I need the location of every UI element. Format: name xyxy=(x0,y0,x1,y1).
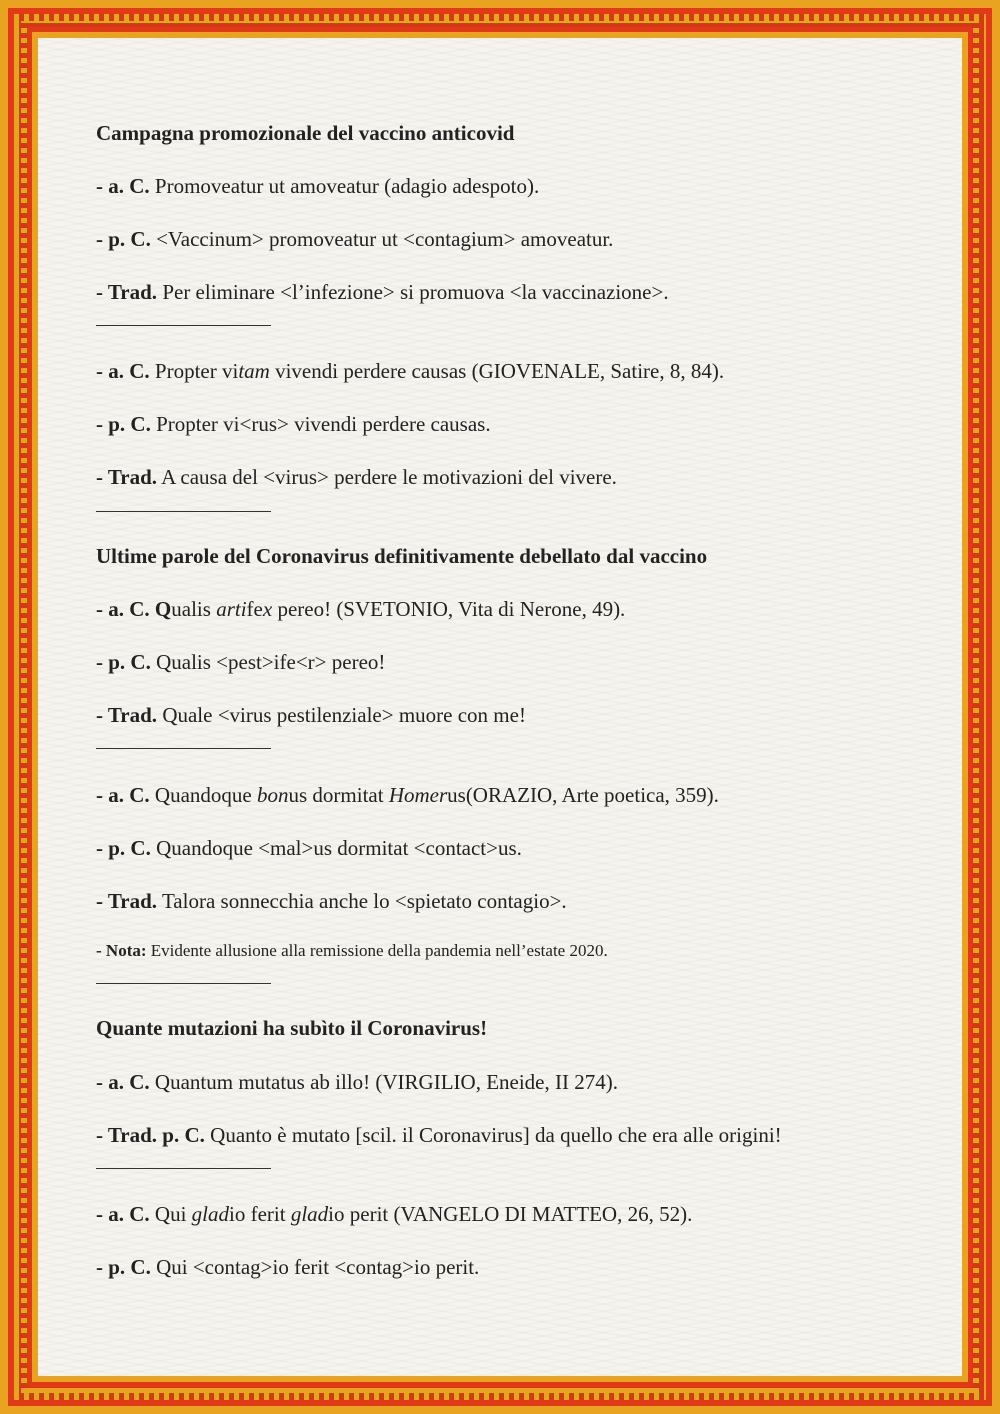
ac-text: Quantum mutatus ab illo! (VIRGILIO, Eneide, II 274). xyxy=(154,1070,618,1094)
trad-tag: - Trad. xyxy=(96,465,158,489)
ac-line xyxy=(96,358,724,384)
nota-tag: - Nota: xyxy=(96,941,147,960)
separator-rule xyxy=(96,325,271,326)
ac-text: Quandoque bonus dormitat Homerus(ORAZIO, Arte poetica, 359). xyxy=(154,783,719,807)
trad-line xyxy=(96,702,526,728)
trad-tag: - Trad. xyxy=(96,280,158,304)
trad-line xyxy=(96,464,617,490)
pc-text: <Vaccinum> promoveatur ut <contagium> amoveatur. xyxy=(156,227,614,251)
pc-line xyxy=(96,1254,479,1280)
trad-line xyxy=(96,1122,782,1148)
trad-line xyxy=(96,888,567,914)
ac-line xyxy=(96,173,539,199)
ac-tag: - a. C. xyxy=(96,783,150,807)
trad-tag: - Trad. xyxy=(96,889,158,913)
ac-tag: - a. C. xyxy=(96,359,150,383)
nota-text: Evidente allusione alla remissione della pandemia nell’estate 2020. xyxy=(150,941,608,960)
separator-rule xyxy=(96,511,271,512)
pc-tag: - p. C. xyxy=(96,836,151,860)
ac-text: Qui gladio ferit gladio perit (VANGELO DI MATTEO, 26, 52). xyxy=(154,1202,693,1226)
ac-tag: - a. C. xyxy=(96,1202,150,1226)
section-title: Ultime parole del Coronavirus definitivamente debellato dal vaccino xyxy=(96,544,708,568)
pc-tag: - p. C. xyxy=(96,1255,151,1279)
pc-line xyxy=(96,411,491,437)
pc-tag: - p. C. xyxy=(96,650,151,674)
trad-text: Talora sonnecchia anche lo <spietato contagio>. xyxy=(161,889,567,913)
trad-tag: - Trad. xyxy=(96,703,158,727)
pc-text: Qualis <pest>ife<r> pereo! xyxy=(156,650,386,674)
ac-tag: - a. C. xyxy=(96,1070,150,1094)
section-title: Quante mutazioni ha subìto il Coronavirus! xyxy=(96,1016,488,1040)
section-title: Campagna promozionale del vaccino anticovid xyxy=(96,121,515,145)
ac-line xyxy=(96,1201,692,1227)
separator-rule xyxy=(96,983,271,984)
trad-text: Quale <virus pestilenziale> muore con me! xyxy=(162,703,526,727)
pc-line xyxy=(96,649,385,675)
trad-text: A causa del <virus> perdere le motivazioni del vivere. xyxy=(161,465,617,489)
separator-rule xyxy=(96,1168,271,1169)
ac-text: Propter vitam vivendi perdere causas (GIOVENALE, Satire, 8, 84). xyxy=(154,359,725,383)
trad-text: Per eliminare <l’infezione> si promuova <la vaccinazione>. xyxy=(162,280,669,304)
pc-tag: - p. C. xyxy=(96,227,151,251)
pc-tag: - p. C. xyxy=(96,412,151,436)
trad-line xyxy=(96,279,669,305)
trad-text: Quanto è mutato [scil. il Coronavirus] da quello che era alle origini! xyxy=(210,1123,782,1147)
pc-text: Quandoque <mal>us dormitat <contact>us. xyxy=(156,836,522,860)
pc-text: Propter vi<rus> vivendi perdere causas. xyxy=(156,412,491,436)
ac-line xyxy=(96,1069,618,1095)
trad-tag: - Trad. p. C. xyxy=(96,1123,205,1147)
ac-tag: - a. C. xyxy=(96,174,150,198)
pc-line xyxy=(96,226,613,252)
ac-tag: - a. C. xyxy=(96,597,150,621)
ac-line xyxy=(96,782,719,808)
ac-text: Qualis artifex pereo! (SVETONIO, Vita di Nerone, 49). xyxy=(154,597,626,621)
ac-line xyxy=(96,596,625,622)
pc-line xyxy=(96,835,522,861)
separator-rule xyxy=(96,748,271,749)
pc-text: Qui <contag>io ferit <contag>io perit. xyxy=(156,1255,480,1279)
nota-line xyxy=(96,938,608,964)
ac-text: Promoveatur ut amoveatur (adagio adespoto). xyxy=(154,174,540,198)
